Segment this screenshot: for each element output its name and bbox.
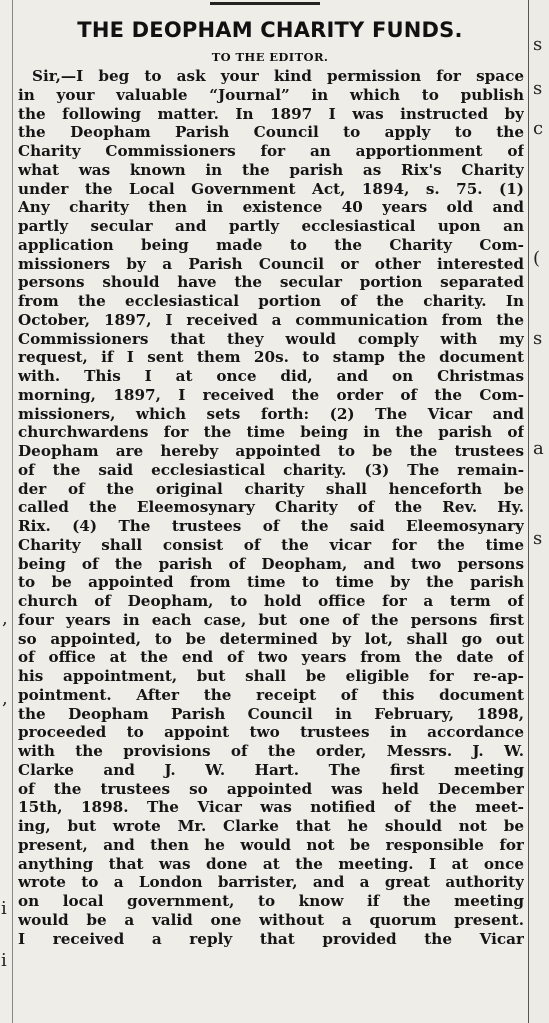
- text-line: to be appointed from time to time by the parish: [18, 573, 524, 592]
- text-line: of the trustees so appointed was held December: [18, 779, 524, 798]
- margin-fragment: ,: [2, 688, 8, 709]
- text-line: persons should have the secular portion separated: [18, 273, 524, 292]
- article-subhead: TO THE EDITOR.: [211, 50, 329, 64]
- text-line: under the Local Government Act, 1894, s. 75. (1): [18, 179, 524, 198]
- text-line: would be a valid one without a quorum present.: [18, 910, 524, 929]
- text-line: Charity shall consist of the vicar for the time: [18, 535, 524, 554]
- margin-fragment: i: [1, 950, 7, 971]
- margin-fragment: s: [533, 328, 543, 349]
- text-line: wrote to a London barrister, and a great authority: [18, 873, 524, 892]
- text-line: churchwardens for the time being in the parish of: [18, 423, 524, 442]
- text-line: request, if I sent them 20s. to stamp the document: [18, 348, 524, 367]
- text-line: the Deopham Parish Council to apply to the: [18, 123, 524, 142]
- right-column-margin: [528, 0, 549, 1023]
- article-headline: THE DEOPHAM CHARITY FUNDS.: [77, 18, 463, 42]
- text-line: called the Eleemosynary Charity of the Rev. Hy.: [18, 498, 524, 517]
- text-line: ing, but wrote Mr. Clarke that he should not be: [18, 817, 524, 835]
- text-line: of the said ecclesiastical charity. (3) The remain-: [18, 460, 524, 479]
- text-line: of office at the end of two years from the date of: [18, 648, 524, 667]
- text-line: four years in each case, but one of the persons first: [18, 610, 524, 629]
- margin-fragment: s: [533, 528, 543, 549]
- text-line: proceeded to appoint two trustees in accordance: [18, 723, 524, 742]
- text-line: partly secular and partly ecclesiastical upon an: [18, 217, 524, 235]
- text-line: church of Deopham, to hold office for a term of: [18, 592, 524, 610]
- text-line: der of the original charity shall henceforth be: [18, 479, 524, 498]
- text-line: the Deopham Parish Council in February, 1898,: [18, 704, 524, 723]
- margin-fragment: (: [533, 248, 541, 269]
- text-line: 15th, 1898. The Vicar was notified of the meet-: [18, 798, 524, 817]
- text-line: with the provisions of the order, Messrs. J. W.: [18, 742, 524, 760]
- text-line: I received a reply that provided the Vicar: [18, 929, 524, 948]
- text-line: on local government, to know if the meeting: [18, 892, 524, 910]
- left-column-margin: [0, 0, 13, 1023]
- margin-fragment: s: [533, 78, 543, 99]
- margin-fragment: c: [533, 118, 544, 139]
- article-body: [18, 67, 524, 948]
- text-line: morning, 1897, I received the order of the Com-: [18, 385, 524, 404]
- text-line: Any charity then in existence 40 years old and: [18, 198, 524, 217]
- margin-fragment: s: [533, 34, 543, 55]
- text-line: with. This I at once did, and on Christmas: [18, 367, 524, 385]
- text-line: Clarke and J. W. Hart. The first meeting: [18, 760, 524, 779]
- text-line: Commissioners that they would comply with my: [18, 329, 524, 348]
- text-line: pointment. After the receipt of this document: [18, 685, 524, 704]
- text-line: the following matter. In 1897 I was instructed by: [18, 104, 524, 123]
- text-line: missioners by a Parish Council or other interested: [18, 254, 524, 273]
- text-line: missioners, which sets forth: (2) The Vicar and: [18, 404, 524, 423]
- text-line: Charity Commissioners for an apportionment of: [18, 142, 524, 160]
- text-line: in your valuable “Journal” in which to publish: [18, 85, 524, 104]
- text-line: anything that was done at the meeting. I at once: [18, 854, 524, 873]
- text-line: his appointment, but shall be eligible for re-ap-: [18, 667, 524, 685]
- text-line: Rix. (4) The trustees of the said Eleemosynary: [18, 517, 524, 535]
- text-line: present, and then he would not be responsible for: [18, 835, 524, 854]
- text-line: being of the parish of Deopham, and two persons: [18, 554, 524, 573]
- margin-fragment: a: [533, 438, 544, 459]
- text-line: from the ecclesiastical portion of the charity. In: [18, 292, 524, 310]
- margin-fragment: ,: [2, 608, 8, 629]
- text-line: application being made to the Charity Com-: [18, 235, 524, 254]
- text-line: Deopham are hereby appointed to be the trustees: [18, 442, 524, 460]
- text-line: Sir,—I beg to ask your kind permission for space: [32, 67, 524, 85]
- text-line: October, 1897, I received a communication from the: [18, 310, 524, 329]
- text-line: so appointed, to be determined by lot, shall go out: [18, 629, 524, 648]
- text-line: what was known in the parish as Rix's Charity: [18, 160, 524, 179]
- margin-fragment: i: [1, 898, 7, 919]
- top-rule: [210, 2, 320, 5]
